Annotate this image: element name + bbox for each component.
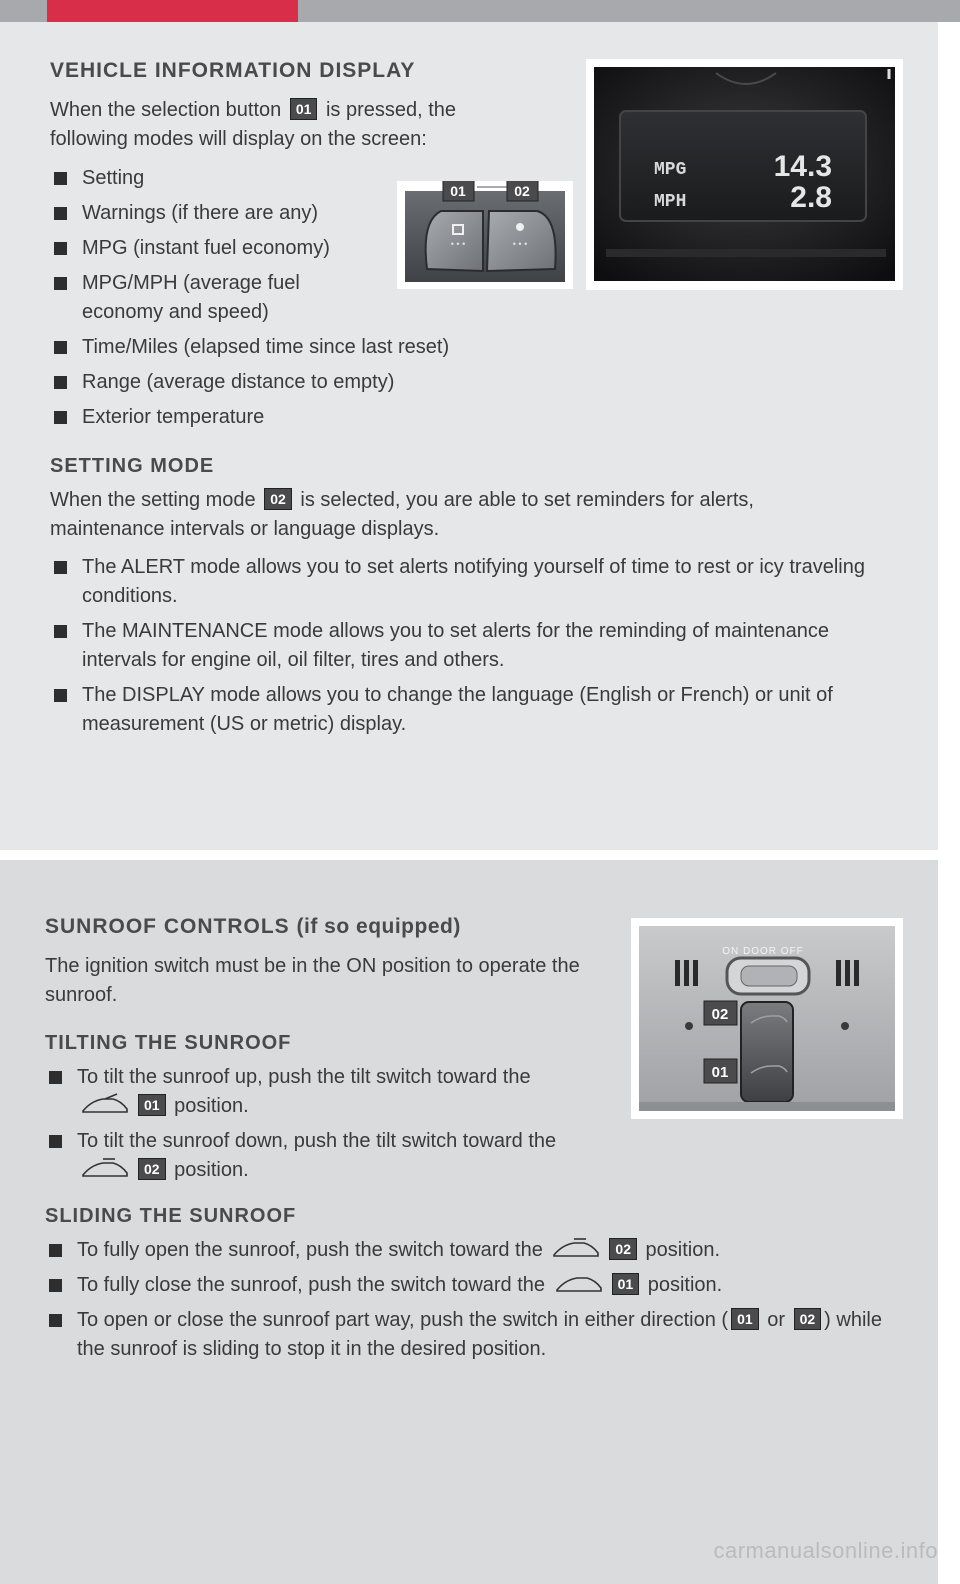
switch-label-on: ON [722, 946, 740, 957]
list-item: To tilt the sunroof down, push the tilt switch toward the 02 position. [45, 1127, 625, 1185]
badge-01: 01 [731, 1308, 759, 1330]
switch-badge-01: 01 [711, 1064, 729, 1081]
badge-02: 02 [609, 1238, 637, 1260]
sunroof-open-icon [552, 1237, 602, 1259]
badge-01: 01 [138, 1094, 166, 1116]
slide-list [45, 1236, 915, 1370]
list-item: The MAINTENANCE mode allows you to set alerts for the reminding of maintenance intervals for engine oil, oil filter, tires and others. [50, 617, 890, 675]
list-item: Time/Miles (elapsed time since last reset) [50, 333, 500, 362]
sunroof-title: SUNROOF CONTROLS (if so equipped) [45, 915, 461, 938]
top-bar [0, 0, 960, 22]
svg-text:ON DOOR OFF [722, 946, 804, 957]
list-item: Range (average distance to empty) [50, 368, 500, 397]
badge-02: 02 [794, 1308, 822, 1330]
list-item: To fully close the sunroof, push the switch toward the 01 position. [45, 1271, 915, 1300]
list-item: MPG/MPH (average fuel economy and speed) [50, 269, 352, 327]
mpg-display-illustration [586, 59, 903, 290]
display-photo [586, 59, 903, 290]
svg-text:• • •: • • • [450, 239, 466, 249]
sunroof-tilt-up-icon [81, 1093, 131, 1115]
sunroof-close-icon [555, 1272, 605, 1294]
button-label-02: 02 [514, 183, 530, 199]
vid-title: VEHICLE INFORMATION DISPLAY [50, 59, 416, 82]
footer-watermark: carmanualsonline.info [713, 1538, 938, 1563]
switch-label-door: DOOR [743, 946, 777, 957]
display-mpg-label: MPG [654, 160, 687, 180]
badge-01: 01 [290, 98, 318, 120]
badge-01: 01 [612, 1273, 640, 1295]
setting-title: SETTING MODE [50, 455, 215, 477]
display-mph-label: MPH [654, 192, 687, 212]
buttons-photo [397, 181, 573, 289]
display-mph-value: 2.8 [790, 181, 832, 214]
badge-02: 02 [138, 1158, 166, 1180]
display-mpg-value: 14.3 [773, 150, 832, 183]
button-label-01: 01 [450, 183, 466, 199]
tilt-list [45, 1063, 625, 1191]
vid-intro: When the selection button 01 is pressed, the following modes will display on the screen: [50, 99, 457, 150]
sunroof-switch-photo [631, 918, 903, 1119]
sunroof-tilt-down-icon [81, 1157, 131, 1179]
list-item: The DISPLAY mode allows you to change the language (English or French) or unit of measurement (US or metric) display. [50, 681, 890, 739]
setting-intro: When the setting mode 02 is selected, you are able to set reminders for alerts, maintenance intervals or language displays. [50, 489, 754, 540]
switch-badge-02: 02 [711, 1006, 729, 1023]
list-item: Setting [50, 164, 500, 193]
sunroof-switch-illustration [631, 918, 903, 1119]
list-item: To tilt the sunroof up, push the tilt switch toward the 01 position. [45, 1063, 625, 1121]
tilt-title: TILTING THE SUNROOF [45, 1032, 292, 1054]
list-item: To fully open the sunroof, push the switch toward the 02 position. [45, 1236, 915, 1265]
steering-buttons-illustration [397, 181, 573, 289]
sunroof-intro: The ignition switch must be in the ON position to operate the sunroof. [45, 955, 580, 1006]
list-item: The ALERT mode allows you to set alerts notifying yourself of time to rest or icy traveling conditions. [50, 553, 890, 611]
top-bar-accent [47, 0, 298, 22]
switch-label-off: OFF [780, 946, 804, 957]
svg-text:• • •: • • • [512, 239, 528, 249]
list-item: To open or close the sunroof part way, push the switch in either direction ( 01 or 02 ) while the sunroof is sliding to stop it in the desired position. [45, 1306, 915, 1364]
list-item: MPG (instant fuel economy) [50, 234, 500, 263]
list-item: Warnings (if there are any) [50, 199, 500, 228]
setting-list [50, 553, 890, 745]
list-item: Exterior temperature [50, 403, 500, 432]
badge-02: 02 [264, 488, 292, 510]
slide-title: SLIDING THE SUNROOF [45, 1205, 297, 1227]
